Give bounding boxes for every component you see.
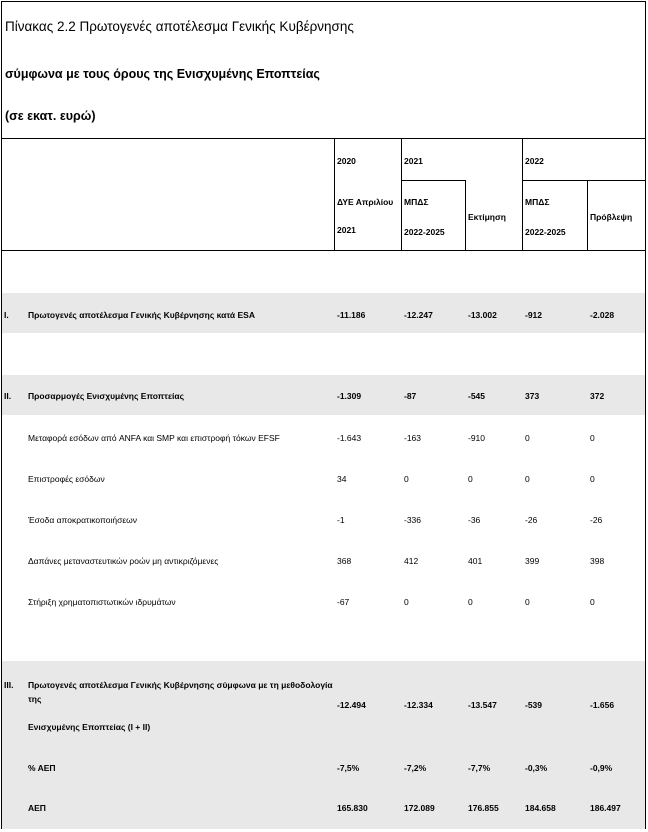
- row-value: 373: [525, 391, 540, 401]
- header-divider-2022: [522, 180, 646, 181]
- header-col-line-2: [401, 138, 402, 250]
- header-col-line-4: [522, 138, 523, 250]
- row-value: 165.830: [337, 803, 368, 813]
- row-value: 399: [525, 556, 540, 566]
- row-label: % ΑΕΠ: [28, 763, 56, 773]
- header-col1-line1: ΔΥΕ Απριλίου: [337, 197, 394, 207]
- row-value: -163: [404, 433, 422, 443]
- row-value: 0: [590, 474, 595, 484]
- table-title: Πίνακας 2.2 Πρωτογενές αποτέλεσμα Γενικής Κυβέρνησης: [5, 19, 354, 34]
- row-label: Προσαρμογές Ενισχυμένης Εποπτείας: [28, 391, 185, 401]
- row-value: -7,2%: [404, 763, 427, 773]
- row-value: 401: [468, 556, 483, 566]
- row-value: -36: [468, 515, 481, 525]
- row-value: 398: [590, 556, 605, 566]
- row-value: -7,7%: [468, 763, 491, 773]
- row-value: -1.643: [337, 433, 362, 443]
- row-value: 186.497: [590, 803, 621, 813]
- row-value: -11.186: [337, 310, 366, 320]
- header-divider-2021: [401, 180, 466, 181]
- header-col-line-5: [587, 180, 588, 250]
- header-col2-line2: 2022-2025: [404, 227, 445, 237]
- row-value: 0: [525, 433, 530, 443]
- row-value: -2.028: [590, 310, 615, 320]
- row-value: 0: [404, 597, 409, 607]
- row-label: Επιστροφές εσόδων: [28, 474, 105, 484]
- row-label: Στήριξη χρηματοπιστωτικών ιδρυμάτων: [28, 597, 176, 607]
- row-value: -0,9%: [590, 763, 613, 773]
- row-value: 34: [337, 474, 347, 484]
- row-value: -87: [404, 391, 417, 401]
- table-unit: (σε εκατ. ευρώ): [5, 109, 96, 123]
- row-value: -7,5%: [337, 763, 360, 773]
- row-label: Δαπάνες μεταναστευτικών ροών μη αντικριζόμενες: [28, 556, 219, 566]
- row-value: 0: [590, 433, 595, 443]
- header-year-2021: 2021: [404, 156, 423, 166]
- header-col-line-3: [465, 180, 466, 250]
- row-value: -12.247: [404, 310, 433, 320]
- header-top-border: [2, 138, 646, 139]
- table-subtitle: σύμφωνα με τους όρους της Ενισχυμένης Εποπτείας: [5, 67, 320, 81]
- row-label: Πρωτογενές αποτέλεσμα Γενικής Κυβέρνησης κατά ESA: [28, 310, 255, 320]
- row-label-line1: Πρωτογενές αποτέλεσμα Γενικής Κυβέρνησης σύμφωνα με τη μεθοδολογία: [28, 680, 333, 690]
- row-value: 368: [337, 556, 352, 566]
- row-value: -67: [337, 597, 350, 607]
- row-value: 0: [525, 474, 530, 484]
- row-value: -26: [525, 515, 538, 525]
- row-value: 0: [404, 474, 409, 484]
- row-value: -1.309: [337, 391, 362, 401]
- row-value: 176.855: [468, 803, 499, 813]
- row-num: I.: [4, 310, 9, 320]
- row-label-line2: της: [28, 694, 42, 704]
- header-col2-line1: ΜΠΔΣ: [404, 197, 429, 207]
- row-value: -910: [468, 433, 486, 443]
- row-value: 172.089: [404, 803, 435, 813]
- row-value: -26: [590, 515, 603, 525]
- row-value: -912: [525, 310, 543, 320]
- header-year-2020: 2020: [337, 156, 356, 166]
- row-value: 0: [525, 597, 530, 607]
- header-col1-line2: 2021: [337, 225, 356, 235]
- header-col3: Εκτίμηση: [468, 212, 506, 222]
- row-value: -336: [404, 515, 422, 525]
- row-value: 184.658: [525, 803, 556, 813]
- row-value: 0: [468, 474, 473, 484]
- header-col-line-1: [334, 138, 335, 250]
- row-num: III.: [4, 680, 14, 690]
- row-label: ΑΕΠ: [28, 803, 46, 813]
- row-label: Μεταφορά εσόδων από ANFA και SMP και επιστροφή τόκων EFSF: [28, 433, 280, 443]
- row-num: II.: [4, 391, 12, 401]
- row-label: Έσοδα αποκρατικοποιήσεων: [28, 515, 138, 525]
- header-col4-line2: 2022-2025: [525, 227, 566, 237]
- row-value: 372: [590, 391, 605, 401]
- row-value: -13.547: [468, 700, 497, 710]
- header-year-2022: 2022: [525, 156, 544, 166]
- row-value: -1: [337, 515, 345, 525]
- row-value: 0: [468, 597, 473, 607]
- row-value: -12.334: [404, 700, 433, 710]
- row-value: -12.494: [337, 700, 366, 710]
- row-value: 0: [590, 597, 595, 607]
- header-col4-line1: ΜΠΔΣ: [525, 197, 550, 207]
- row-label-line3: Ενισχυμένης Εποπτείας (I + II): [28, 722, 151, 732]
- header-bottom-border: [2, 250, 646, 251]
- row-value: -545: [468, 391, 486, 401]
- row-value: -13.002: [468, 310, 497, 320]
- row-value: 412: [404, 556, 419, 566]
- row-value: -0,3%: [525, 763, 548, 773]
- row-value: -539: [525, 700, 543, 710]
- header-col5: Πρόβλεψη: [590, 212, 633, 222]
- row-value: -1.656: [590, 700, 615, 710]
